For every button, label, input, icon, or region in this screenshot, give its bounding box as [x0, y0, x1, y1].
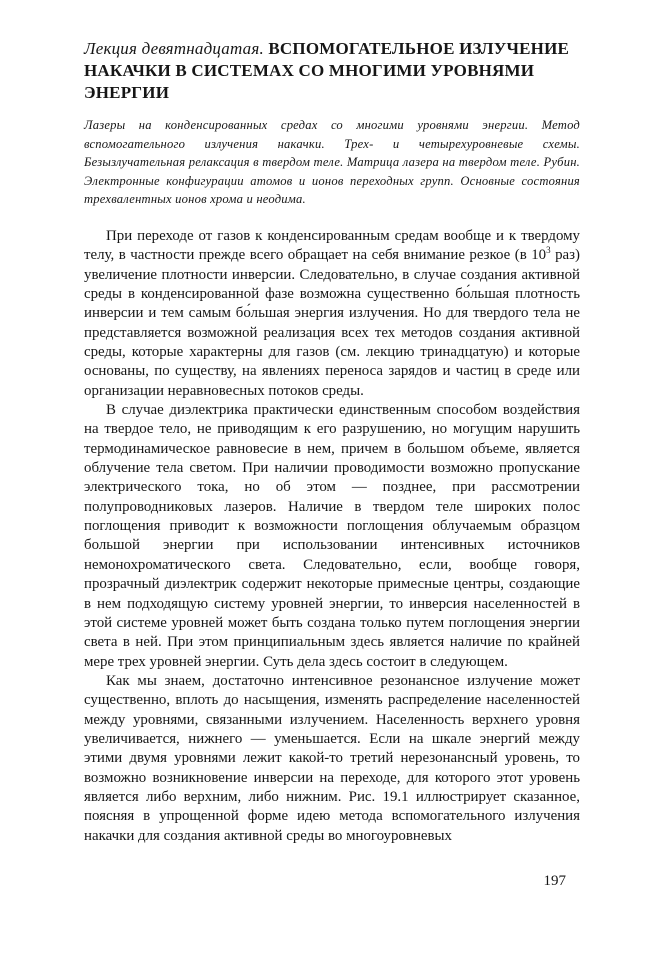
paragraph-1-part-a: При переходе от газов к конденсированным средам вообще и к твердому телу, в частности прежде всего обращает на себя внимание резкое (в 10	[84, 227, 580, 264]
lecture-label: Лекция девятнадцатая.	[84, 39, 264, 58]
book-page	[84, 38, 580, 846]
paragraph-1	[84, 227, 580, 401]
page-number: 197	[543, 873, 566, 889]
lecture-title: ВСПОМОГАТЕЛЬНОЕ ИЗЛУЧЕНИЕ НАКАЧКИ В СИСТЕМАХ СО МНОГИМИ УРОВНЯМИ ЭНЕРГИИ	[84, 39, 570, 102]
paragraph-2: В случае диэлектрика практически единственным способом воздействия на твердое тело, не приводящим к его разрушению, но могущим нарушить термодинамическое равновесие в нем, причем в большом объеме, является облучение тела светом. При наличии проводимости возможно пропускание электрического тока, но об этом — позднее, при рассмотрении полупроводниковых лазеров. Наличие в твердом теле широких полос поглощения приводит к возможности поглощения облучаемым образцом большой энергии при использовании интенсивных источников немонохроматического света. Следовательно, если, вообще говоря, прозрачный диэлектрик содержит некоторые примесные центры, создающие в нем подходящую систему уровней энергии, то инверсия населенностей в этой системе уровней может быть создана только путем поглощения энергии света в ней. При этом принципиальным здесь является наличие по крайней мере трех уровней энергии. Суть дела здесь состоит в следующем.	[84, 402, 580, 670]
superscript-exponent: 3	[546, 245, 551, 256]
paragraph-3: Как мы знаем, достаточно интенсивное резонансное излучение может существенно, вплоть до насыщения, изменять распределение населенностей между уровнями, связанными излучением. Населенность верхнего уровня увеличивается, нижнего — уменьшается. Если на шкале энергий между этими двумя уровнями лежит какой-то третий нерезонансный уровень, то возможно возникновение инверсии на переходе, для которого этот уровень является либо верхним, либо нижним. Рис. 19.1 иллюстрирует сказанное, поясняя в упрощенной форме идею метода вспомогательного излучения накачки для создания активной среды во многоуровневых	[84, 672, 580, 844]
lecture-heading	[84, 38, 580, 104]
main-text	[84, 227, 580, 846]
lecture-abstract: Лазеры на конденсированных средах со многими уровнями энергии. Метод вспомогательного излучения накачки. Трех- и четырехуровневые схемы. Безызлучательная релаксация в твердом теле. Матрица лазера на твердом теле. Рубин. Электронные конфигурации атомов и ионов переходных групп. Основные состояния трехвалентных ионов хрома и неодима.	[84, 118, 580, 207]
paragraph-1-part-b: раз) увеличение плотности инверсии. Следовательно, в случае создания активной среды в конденсированной фазе возможна существенно бо́льшая плотность инверсии и тем самым бо́льшая энергия излучения. Но для твердого тела не представляется возможной реализация всех тех методов создания активной среды, которые характерны для газов (см. лекцию тринадцатую) и которые основаны, по существу, на явлениях переноса зарядов и частиц в среде или организации неравновесных потоков среды.	[84, 247, 580, 399]
